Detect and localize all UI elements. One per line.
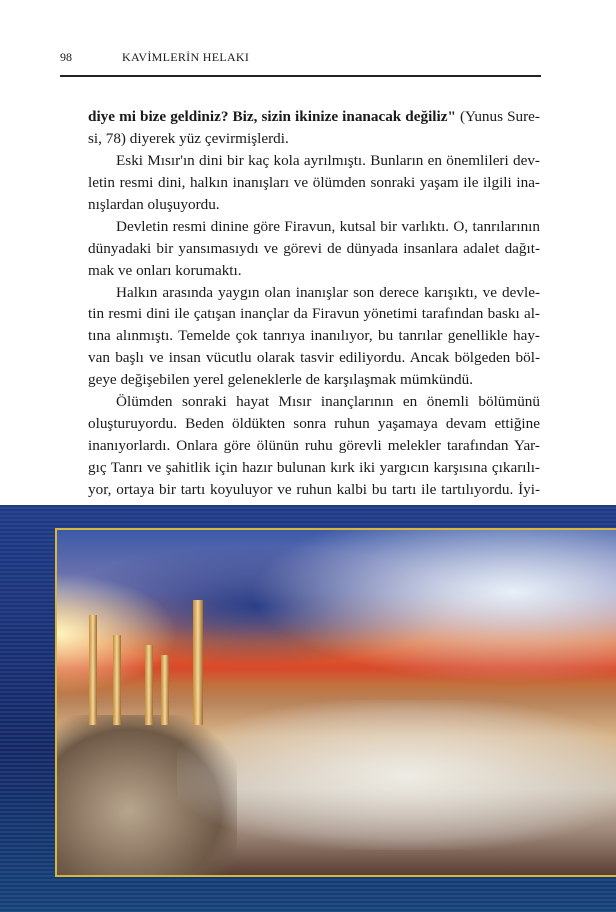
column	[113, 635, 121, 725]
text-line: geye değişebilen yerel geleneklerle de karşılaşmak mümkündü.	[88, 371, 474, 389]
text-line: Devletin resmi dinine göre Firavun, kutsal bir varlıktı. O, tanrılarının	[116, 217, 540, 235]
text-line: Eski Mısır'ın dini bir kaç kola ayrılmıştı. Bunların en önemlileri dev-	[116, 151, 540, 169]
text-line: Ölümden sonraki hayat Mısır inançlarının en önemli bölümünü	[116, 393, 540, 411]
text-line: letin resmi dini, halkın inanışları ve ölümden sonraki yaşam ile ilgili ina-	[88, 173, 540, 191]
column	[161, 655, 169, 725]
text-line: tin resmi dini ile çatışan inançlar da Firavun yönetimi tarafından baskı al-	[88, 305, 540, 323]
running-title: KAVİMLERİN HELAKI	[122, 50, 250, 64]
header-rule	[60, 75, 541, 77]
body-text	[88, 106, 540, 501]
quote-bold: diye mi bize geldiniz? Biz, sizin ikinize inanacak değiliz"	[88, 108, 456, 125]
text-line: mak ve onları korumaktı.	[88, 261, 242, 279]
text-line: oluşturuyordu. Beden öldükten sonra ruhun yaşamaya devam ettiğine	[88, 415, 540, 433]
mist	[177, 700, 616, 850]
text-line: diye mi bize geldiniz? Biz, sizin ikinize inanacak değiliz" (Yunus Sure-	[88, 108, 540, 125]
text-line: dünyadaki bir yansımasıydı ve görevi de dünyada insanlara adalet dağıt-	[88, 239, 540, 257]
text-line: inanıyorlardı. Onlara göre ölünün ruhu görevli melekler tarafından Yar-	[88, 437, 540, 455]
text-line: si, 78) diyerek yüz çevirmişlerdi.	[88, 129, 289, 147]
column	[145, 645, 153, 725]
column	[89, 615, 97, 725]
page-number: 98	[60, 50, 72, 64]
text-line: nışlardan oluşuyordu.	[88, 195, 220, 213]
text-line: Halkın arasında yaygın olan inanışlar son derece karışıktı, ve devle-	[116, 283, 540, 301]
ruins-illustration	[55, 528, 616, 877]
text-line: yor, ortaya bir tartı koyuluyor ve ruhun kalbi bu tartı ile tartılıyordu. İyi-	[88, 480, 540, 498]
text-line: tına alınmıştı. Temelde çok tanrıya inanılıyor, bu tanrılar genellikle hay-	[88, 327, 540, 345]
text-line: van başlı ve insan vücutlu olarak tasvir ediliyordu. Ancak bölgeden böl-	[88, 349, 540, 367]
text-line: gıç Tanrı ve şahitlik için hazır bulunan kırk iki yargıcın karşısına çıkarılı-	[88, 459, 540, 476]
